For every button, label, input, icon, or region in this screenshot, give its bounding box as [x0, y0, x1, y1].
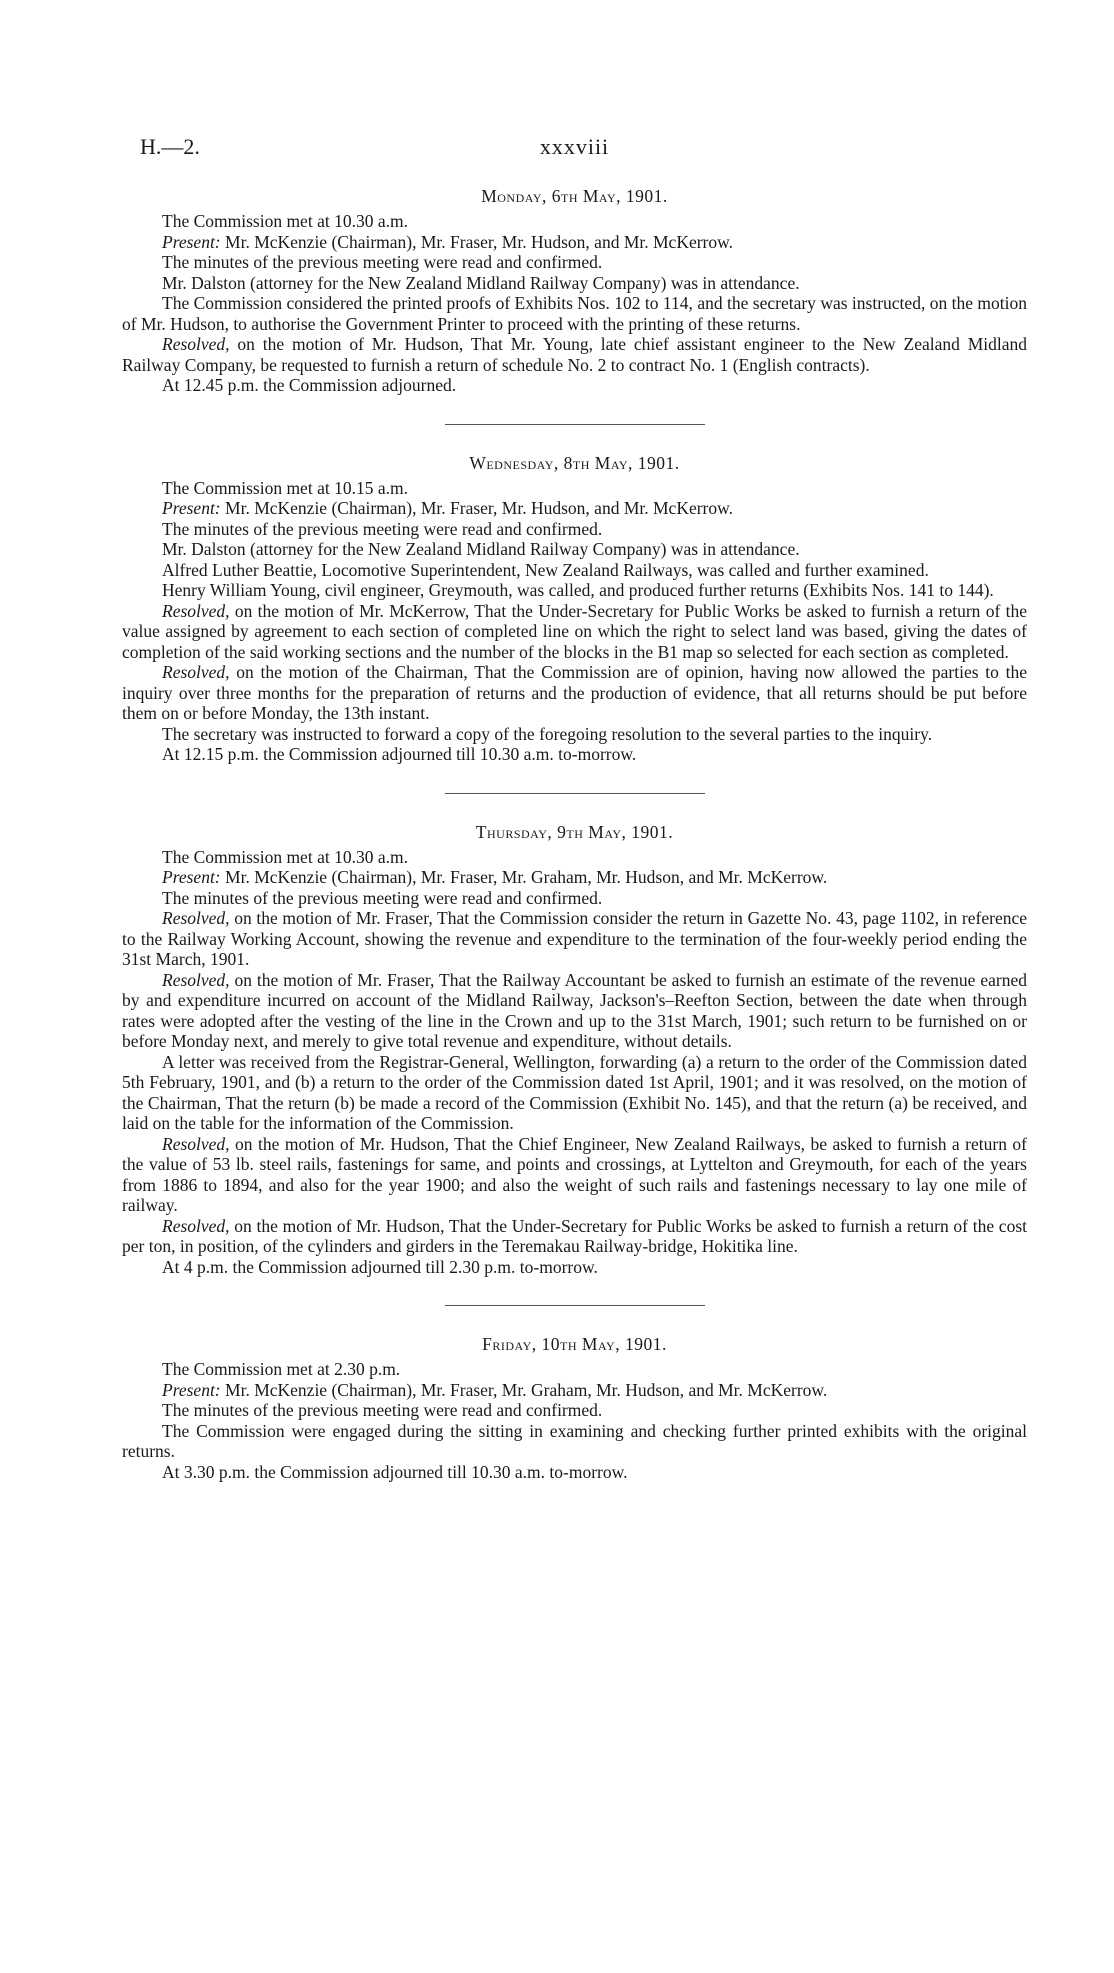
meeting-date-heading: Thursday, 9th May, 1901. — [475, 821, 674, 842]
paragraph-lead: Resolved, — [162, 908, 230, 928]
minute-paragraph — [122, 908, 1027, 970]
section-divider — [445, 793, 705, 794]
minute-paragraph — [122, 1421, 1027, 1462]
minute-paragraph — [122, 211, 1027, 232]
minute-paragraph — [122, 478, 1027, 499]
minute-paragraph — [122, 888, 1027, 909]
paragraph-text: Alfred Luther Beattie, Locomotive Superintendent, New Zealand Railways, was called and further examined. — [162, 559, 929, 580]
paragraph-lead: Present: — [162, 231, 221, 252]
paragraph-lead: Resolved, — [162, 662, 230, 682]
paragraph-text: At 12.15 p.m. the Commission adjourned till 10.30 a.m. to-morrow. — [162, 744, 637, 764]
paragraph-text: At 12.45 p.m. the Commission adjourned. — [162, 375, 457, 395]
page-number: xxxviii — [539, 134, 610, 159]
meeting-section — [122, 822, 1027, 1278]
minute-paragraph — [122, 867, 1027, 888]
minute-paragraph — [122, 1257, 1027, 1278]
minute-paragraph — [122, 1052, 1027, 1134]
paragraph-text: The Commission met at 10.30 a.m. — [162, 211, 408, 231]
paragraph-text: At 3.30 p.m. the Commission adjourned till 10.30 a.m. to-morrow. — [162, 1461, 628, 1482]
paragraph-text: The Commission met at 2.30 p.m. — [162, 1359, 401, 1379]
minutes-body — [122, 186, 1027, 1482]
minute-paragraph — [122, 293, 1027, 334]
minute-paragraph — [122, 519, 1027, 540]
paragraph-text: A letter was received from the Registrar-General, Wellington, forwarding (a) a return to the order of the Commission dated 5th February, 1901, and (b) a return to the order of the Commission dated 1st April, 1901; and it was resolved, on the motion of the Chairman, That the return (b) be made a record of the Commission (Exhibit No. 145), and that the return (a) be received, and laid on the table for the information of the Commission. — [122, 1051, 1027, 1133]
minute-paragraph — [122, 1359, 1027, 1380]
paragraph-text: Mr. Dalston (attorney for the New Zealand Midland Railway Company) was in attendance. — [162, 539, 800, 559]
minute-paragraph — [122, 539, 1027, 560]
minute-paragraph — [122, 375, 1027, 396]
page-reference: H.—2. — [140, 134, 200, 159]
paragraph-text: The minutes of the previous meeting were read and confirmed. — [162, 1400, 603, 1420]
paragraph-text: Henry William Young, civil engineer, Greymouth, was called, and produced further returns (Exhibits Nos. 141 to 144). — [162, 580, 994, 600]
page-header — [122, 130, 1027, 170]
minute-paragraph — [122, 662, 1027, 724]
minute-paragraph — [122, 601, 1027, 663]
paragraph-text: Mr. McKenzie (Chairman), Mr. Fraser, Mr. Hudson, and Mr. McKerrow. — [220, 231, 734, 252]
paragraph-lead: Resolved, — [162, 969, 230, 990]
paragraph-text: on the motion of Mr. Hudson, That Mr. Young, late chief assistant engineer to the New Zealand Midland Railway Company, be requested to furnish a return of schedule No. 2 to contract No. 1 (English contracts). — [122, 334, 1027, 375]
paragraph-text: on the motion of Mr. Hudson, That the Chief Engineer, New Zealand Railways, be asked to furnish a return of the value of 53 lb. steel rails, fastenings for same, and points and crossings, at Lyttelton and Greymouth, for each of the years from 1886 to 1894, and also for the year 1900; and also the weight of such rails and fastenings necessary to lay one mile of railway. — [122, 1133, 1027, 1215]
paragraph-text: The Commission met at 10.30 a.m. — [162, 846, 408, 867]
meeting-date-heading: Monday, 6th May, 1901. — [481, 186, 668, 206]
document-page — [122, 130, 1027, 1482]
paragraph-text: The minutes of the previous meeting were read and confirmed. — [162, 518, 603, 539]
meeting-date-heading: Wednesday, 8th May, 1901. — [469, 452, 680, 473]
minute-paragraph — [122, 970, 1027, 1052]
paragraph-text: At 4 p.m. the Commission adjourned till 2.30 p.m. to-morrow. — [162, 1256, 598, 1277]
minute-paragraph — [122, 724, 1027, 745]
minute-paragraph — [122, 273, 1027, 294]
minute-paragraph — [122, 498, 1027, 519]
minute-paragraph — [122, 232, 1027, 253]
paragraph-lead: Present: — [162, 498, 221, 518]
paragraph-text: Mr. McKenzie (Chairman), Mr. Fraser, Mr. Graham, Mr. Hudson, and Mr. McKerrow. — [220, 867, 828, 887]
meeting-section — [122, 1334, 1027, 1482]
minute-paragraph — [122, 1134, 1027, 1216]
paragraph-text: Mr. McKenzie (Chairman), Mr. Fraser, Mr. Hudson, and Mr. McKerrow. — [220, 498, 734, 518]
paragraph-text: Mr. Dalston (attorney for the New Zealand Midland Railway Company) was in attendance. — [162, 272, 800, 293]
minute-paragraph — [122, 847, 1027, 868]
meeting-date-heading: Friday, 10th May, 1901. — [482, 1334, 667, 1354]
paragraph-lead: Present: — [162, 867, 221, 887]
minute-paragraph — [122, 1400, 1027, 1421]
minute-paragraph — [122, 560, 1027, 581]
paragraph-text: on the motion of the Chairman, That the Commission are of opinion, having now allowed the parties to the inquiry over three months for the preparation of returns and the production of evidence, that all returns should be put before them on or before Monday, the 13th instant. — [122, 662, 1027, 723]
section-divider — [445, 1305, 705, 1306]
minute-paragraph — [122, 744, 1027, 765]
paragraph-lead: Present: — [162, 1379, 221, 1400]
paragraph-text: on the motion of Mr. Fraser, That the Commission consider the return in Gazette No. 43, page 1102, in reference to the Railway Working Account, showing the revenue and expenditure to the termination of the four-weekly period ending the 31st March, 1901. — [122, 908, 1027, 969]
paragraph-lead: Resolved, — [162, 1215, 230, 1236]
paragraph-text: The Commission met at 10.15 a.m. — [162, 477, 408, 498]
paragraph-text: Mr. McKenzie (Chairman), Mr. Fraser, Mr. Graham, Mr. Hudson, and Mr. McKerrow. — [220, 1379, 828, 1400]
paragraph-lead: Resolved, — [162, 1133, 230, 1154]
minute-paragraph — [122, 1462, 1027, 1483]
paragraph-text: The secretary was instructed to forward a copy of the foregoing resolution to the several parties to the inquiry. — [162, 723, 933, 744]
minute-paragraph — [122, 1380, 1027, 1401]
meeting-section — [122, 453, 1027, 765]
paragraph-text: The minutes of the previous meeting were read and confirmed. — [162, 887, 603, 908]
meeting-section — [122, 186, 1027, 396]
minute-paragraph — [122, 252, 1027, 273]
paragraph-text: on the motion of Mr. McKerrow, That the Under-Secretary for Public Works be asked to furnish a return of the value assigned by agreement to each section of completed line on which the right to select land was based, giving the dates of completion of the said working sections and the number of the blocks in the B1 map so selected for each section as completed. — [122, 600, 1027, 662]
paragraph-text: The Commission were engaged during the sitting in examining and checking further printed exhibits with the original returns. — [122, 1420, 1027, 1461]
paragraph-text: on the motion of Mr. Fraser, That the Railway Accountant be asked to furnish an estimate of the revenue earned by and expenditure incurred on account of the Midland Railway, Jackson's–Reefton Section, between the date when through rates were adopted after the vesting of the line in the Crown and up to the 31st March, 1901; such return to be furnished on or before Monday next, and merely to give total revenue and expenditure, without details. — [122, 969, 1027, 1051]
paragraph-lead: Resolved, — [162, 600, 230, 621]
paragraph-lead: Resolved, — [162, 334, 230, 354]
minute-paragraph — [122, 1216, 1027, 1257]
minute-paragraph — [122, 580, 1027, 601]
paragraph-text: on the motion of Mr. Hudson, That the Under-Secretary for Public Works be asked to furnish a return of the cost per ton, in position, of the cylinders and girders in the Teremakau Railway-bridge, Hokitika line. — [122, 1215, 1027, 1256]
paragraph-text: The minutes of the previous meeting were read and confirmed. — [162, 252, 603, 272]
section-divider — [445, 424, 705, 425]
paragraph-text: The Commission considered the printed proofs of Exhibits Nos. 102 to 114, and the secretary was instructed, on the motion of Mr. Hudson, to authorise the Government Printer to proceed with the printing of these returns. — [122, 293, 1027, 334]
minute-paragraph — [122, 334, 1027, 375]
